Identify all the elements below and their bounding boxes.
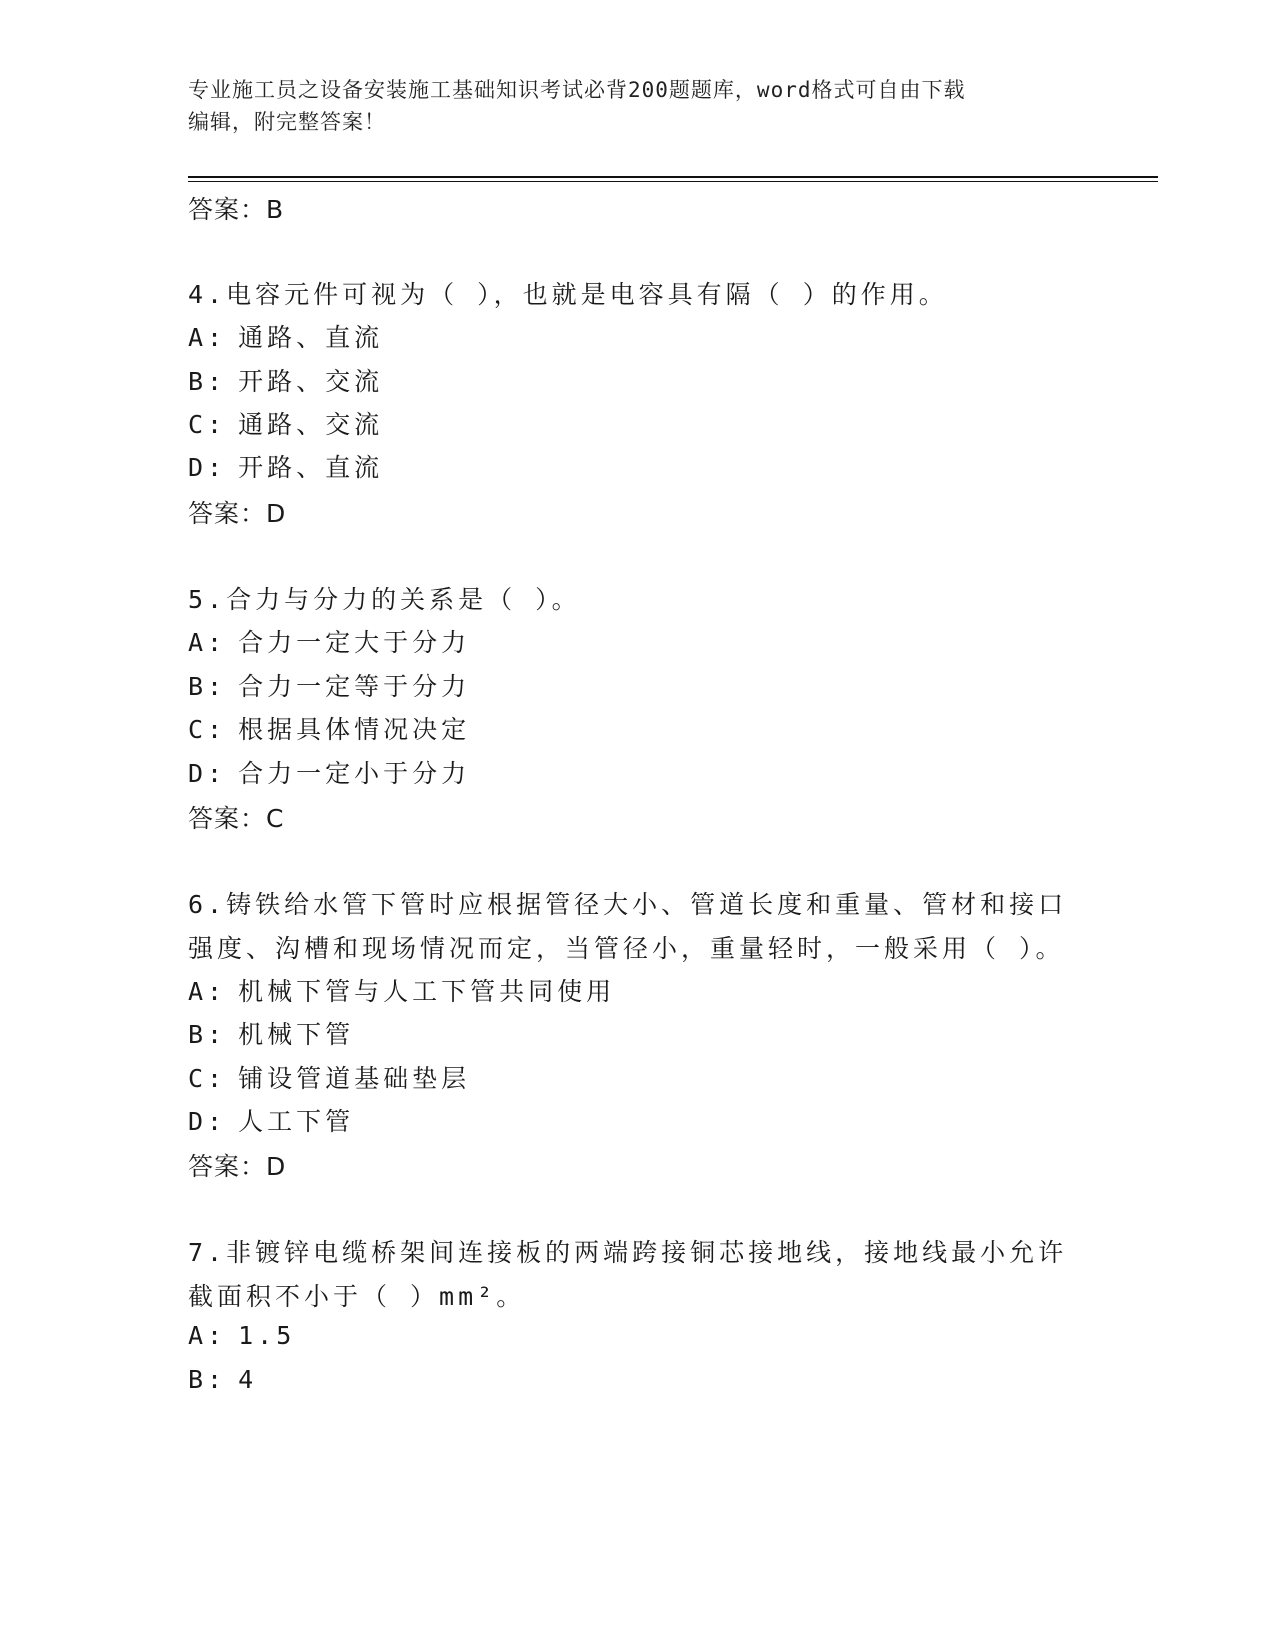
document-header [188,74,1068,138]
option-key: A: [188,628,227,657]
answer-q5: 答案：C [188,804,285,833]
option-key: B: [188,367,227,396]
option-text: 4 [238,1365,258,1394]
question-4-option-b [188,362,383,398]
question-5-option-b [188,667,470,703]
option-text: 开路、直流 [238,453,384,482]
question-7-text-line-1: 7.非镀锌电缆桥架间连接板的两端跨接铜芯接地线，接地线最小允许 [188,1238,1068,1267]
answer-q6: 答案：D [188,1152,287,1181]
question-7-option-a [188,1321,295,1350]
header-divider-thick [188,176,1158,178]
header-title-line-1: 专业施工员之设备安装施工基础知识考试必背200题题库，word格式可自由下载 [188,78,966,102]
option-text: 通路、直流 [238,323,384,352]
question-4-option-a [188,318,383,354]
question-5-option-c [188,710,470,746]
question-6-option-d [188,1102,354,1138]
question-5-option-a [188,623,470,659]
option-key: A: [188,323,227,352]
option-key: B: [188,672,227,701]
option-text: 人工下管 [238,1107,355,1136]
question-4-option-c [188,405,383,441]
option-key: C: [188,410,227,439]
option-key: D: [188,759,227,788]
option-text: 机械下管 [238,1020,355,1049]
option-key: B: [188,1365,227,1394]
answer-q4: 答案：D [188,499,287,528]
option-text: 合力一定大于分力 [238,628,471,657]
option-key: A: [188,1321,227,1350]
option-text: 合力一定等于分力 [238,672,471,701]
question-6-option-a [188,972,615,1008]
question-5-option-d [188,754,470,790]
option-key: C: [188,1064,227,1093]
header-divider-thin [188,181,1158,182]
question-7-option-b [188,1365,257,1394]
option-text: 1.5 [238,1321,296,1350]
question-7-text-line-2: 截面积不小于（ ）mm²。 [188,1282,526,1311]
option-key: A: [188,977,227,1006]
question-6-text-line-1: 6.铸铁给水管下管时应根据管径大小、管道长度和重量、管材和接口 [188,890,1068,919]
question-4-text: 4.电容元件可视为（ ），也就是电容具有隔（ ）的作用。 [188,280,948,309]
question-4-option-d [188,448,383,484]
option-text: 开路、交流 [238,367,384,396]
answer-q3: 答案：B [188,195,285,224]
header-title-line-2: 编辑，附完整答案！ [188,110,386,134]
question-6-text-line-2: 强度、沟槽和现场情况而定，当管径小，重量轻时，一般采用（ ）。 [188,934,1065,963]
option-text: 机械下管与人工下管共同使用 [238,977,616,1006]
option-text: 铺设管道基础垫层 [238,1064,471,1093]
question-6-option-c [188,1059,470,1095]
option-text: 根据具体情况决定 [238,715,471,744]
option-key: B: [188,1020,227,1049]
option-key: D: [188,1107,227,1136]
option-text: 通路、交流 [238,410,384,439]
option-key: C: [188,715,227,744]
question-6-option-b [188,1015,354,1051]
option-key: D: [188,453,227,482]
question-5-text: 5.合力与分力的关系是（ ）。 [188,585,581,614]
option-text: 合力一定小于分力 [238,759,471,788]
